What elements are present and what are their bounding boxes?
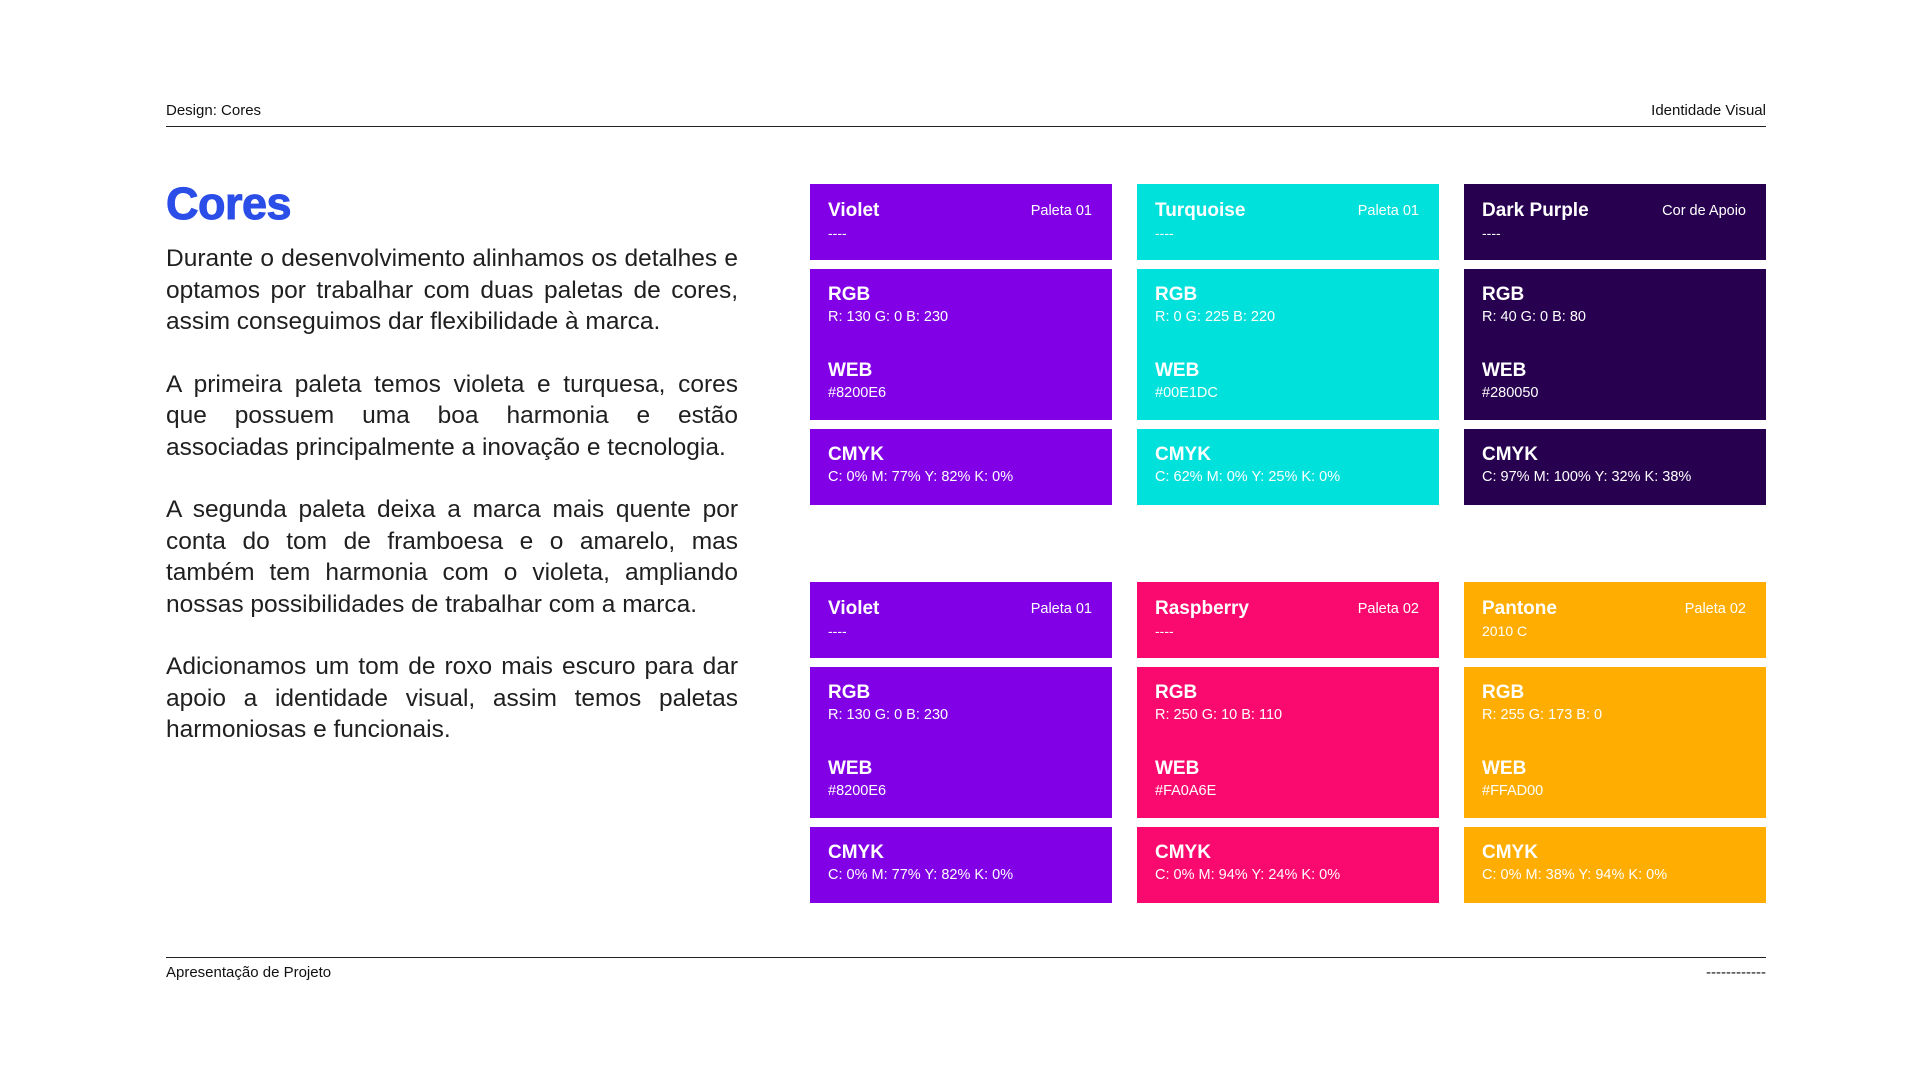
swatch-subtitle: ---- <box>828 225 847 241</box>
web-value: #00E1DC <box>1155 385 1218 401</box>
header-divider <box>166 126 1766 127</box>
page-header <box>166 102 1766 119</box>
cmyk-label: CMYK <box>1482 842 1538 863</box>
swatch-name-block <box>1137 582 1439 658</box>
swatch-values-block <box>810 269 1112 420</box>
swatch-cmyk-block <box>1464 827 1766 903</box>
rgb-label: RGB <box>1482 284 1525 305</box>
swatch-palette-tag: Paleta 02 <box>1357 601 1419 617</box>
cmyk-label: CMYK <box>1155 444 1211 465</box>
web-label: WEB <box>1155 758 1200 779</box>
swatch-values-block <box>1137 667 1439 818</box>
rgb-value: R: 255 G: 173 B: 0 <box>1482 707 1603 723</box>
swatch-name: Raspberry <box>1155 598 1249 619</box>
cmyk-label: CMYK <box>828 444 884 465</box>
rgb-value: R: 130 G: 0 B: 230 <box>828 309 949 325</box>
rgb-label: RGB <box>828 682 871 703</box>
page-footer <box>166 964 1766 981</box>
header-section-label: Design: Cores <box>166 102 262 119</box>
swatch-cmyk-block <box>810 827 1112 903</box>
swatch-name-block <box>810 184 1112 260</box>
swatch-subtitle: ---- <box>1155 623 1174 639</box>
swatch-name: Violet <box>828 200 880 221</box>
footer-divider <box>166 957 1766 958</box>
cmyk-label: CMYK <box>1482 444 1538 465</box>
swatch-values-block <box>1137 269 1439 420</box>
swatch-palette-tag: Paleta 01 <box>1030 203 1092 219</box>
paragraph: A primeira paleta temos violeta e turquesa, cores que possuem uma boa harmonia e estão associadas principalmente a inovação e tecnologia. <box>166 370 738 461</box>
swatch-palette-tag: Cor de Apoio <box>1662 203 1746 219</box>
swatch-name-block <box>810 582 1112 658</box>
swatch-cmyk-block <box>1137 429 1439 505</box>
rgb-label: RGB <box>1482 682 1525 703</box>
swatch-name-block <box>1464 582 1766 658</box>
paragraph: A segunda paleta deixa a marca mais quente por conta do tom de framboesa e o amarelo, mas também tem harmonia com o violeta, ampliando nossas possibilidades de trabalhar com a marca. <box>166 496 738 618</box>
swatch-palette-tag: Paleta 02 <box>1684 601 1746 617</box>
cmyk-label: CMYK <box>1155 842 1211 863</box>
cmyk-value: C: 0% M: 94% Y: 24% K: 0% <box>1155 867 1341 883</box>
swatch-values-block <box>1464 269 1766 420</box>
swatch-subtitle: ---- <box>1155 225 1174 241</box>
rgb-value: R: 250 G: 10 B: 110 <box>1155 707 1283 723</box>
web-value: #FFAD00 <box>1482 783 1544 799</box>
swatch-values-block <box>1464 667 1766 818</box>
web-label: WEB <box>828 360 873 381</box>
page-title: Cores <box>166 178 292 229</box>
swatch-name: Violet <box>828 598 880 619</box>
swatch-name: Pantone <box>1482 598 1557 619</box>
cmyk-label: CMYK <box>828 842 884 863</box>
swatch-cmyk-block <box>1137 827 1439 903</box>
swatch-cmyk-block <box>1464 429 1766 505</box>
rgb-label: RGB <box>828 284 871 305</box>
cmyk-value: C: 97% M: 100% Y: 32% K: 38% <box>1482 469 1692 485</box>
swatch-name-block <box>1464 184 1766 260</box>
description-text <box>166 243 738 777</box>
cmyk-value: C: 62% M: 0% Y: 25% K: 0% <box>1155 469 1341 485</box>
swatch-subtitle: ---- <box>1482 225 1501 241</box>
footer-project-label: Apresentação de Projeto <box>166 964 332 981</box>
web-label: WEB <box>1482 360 1527 381</box>
swatch-subtitle: ---- <box>828 623 847 639</box>
swatch-values-block <box>810 667 1112 818</box>
cmyk-value: C: 0% M: 77% Y: 82% K: 0% <box>828 867 1014 883</box>
swatch-subtitle: 2010 C <box>1482 623 1528 639</box>
swatch-name: Dark Purple <box>1482 200 1589 221</box>
cmyk-value: C: 0% M: 38% Y: 94% K: 0% <box>1482 867 1668 883</box>
footer-page-marker: ------------ <box>1706 964 1766 981</box>
rgb-value: R: 40 G: 0 B: 80 <box>1482 309 1586 325</box>
web-label: WEB <box>828 758 873 779</box>
swatch-name: Turquoise <box>1155 200 1246 221</box>
rgb-value: R: 130 G: 0 B: 230 <box>828 707 949 723</box>
web-label: WEB <box>1155 360 1200 381</box>
web-label: WEB <box>1482 758 1527 779</box>
swatch-cmyk-block <box>810 429 1112 505</box>
header-doc-label: Identidade Visual <box>1651 102 1766 119</box>
rgb-label: RGB <box>1155 682 1198 703</box>
paragraph: Durante o desenvolvimento alinhamos os detalhes e optamos por trabalhar com duas paletas de cores, assim conseguimos dar flexibilidade à marca. <box>166 245 738 335</box>
swatch-palette-tag: Paleta 01 <box>1357 203 1419 219</box>
web-value: #FA0A6E <box>1155 783 1217 799</box>
cmyk-value: C: 0% M: 77% Y: 82% K: 0% <box>828 469 1014 485</box>
rgb-value: R: 0 G: 225 B: 220 <box>1155 309 1276 325</box>
swatch-palette-tag: Paleta 01 <box>1030 601 1092 617</box>
web-value: #8200E6 <box>828 385 887 401</box>
web-value: #8200E6 <box>828 783 887 799</box>
swatch-name-block <box>1137 184 1439 260</box>
paragraph: Adicionamos um tom de roxo mais escuro para dar apoio a identidade visual, assim temos paletas harmoniosas e funcionais. <box>166 653 738 743</box>
web-value: #280050 <box>1482 385 1539 401</box>
rgb-label: RGB <box>1155 284 1198 305</box>
